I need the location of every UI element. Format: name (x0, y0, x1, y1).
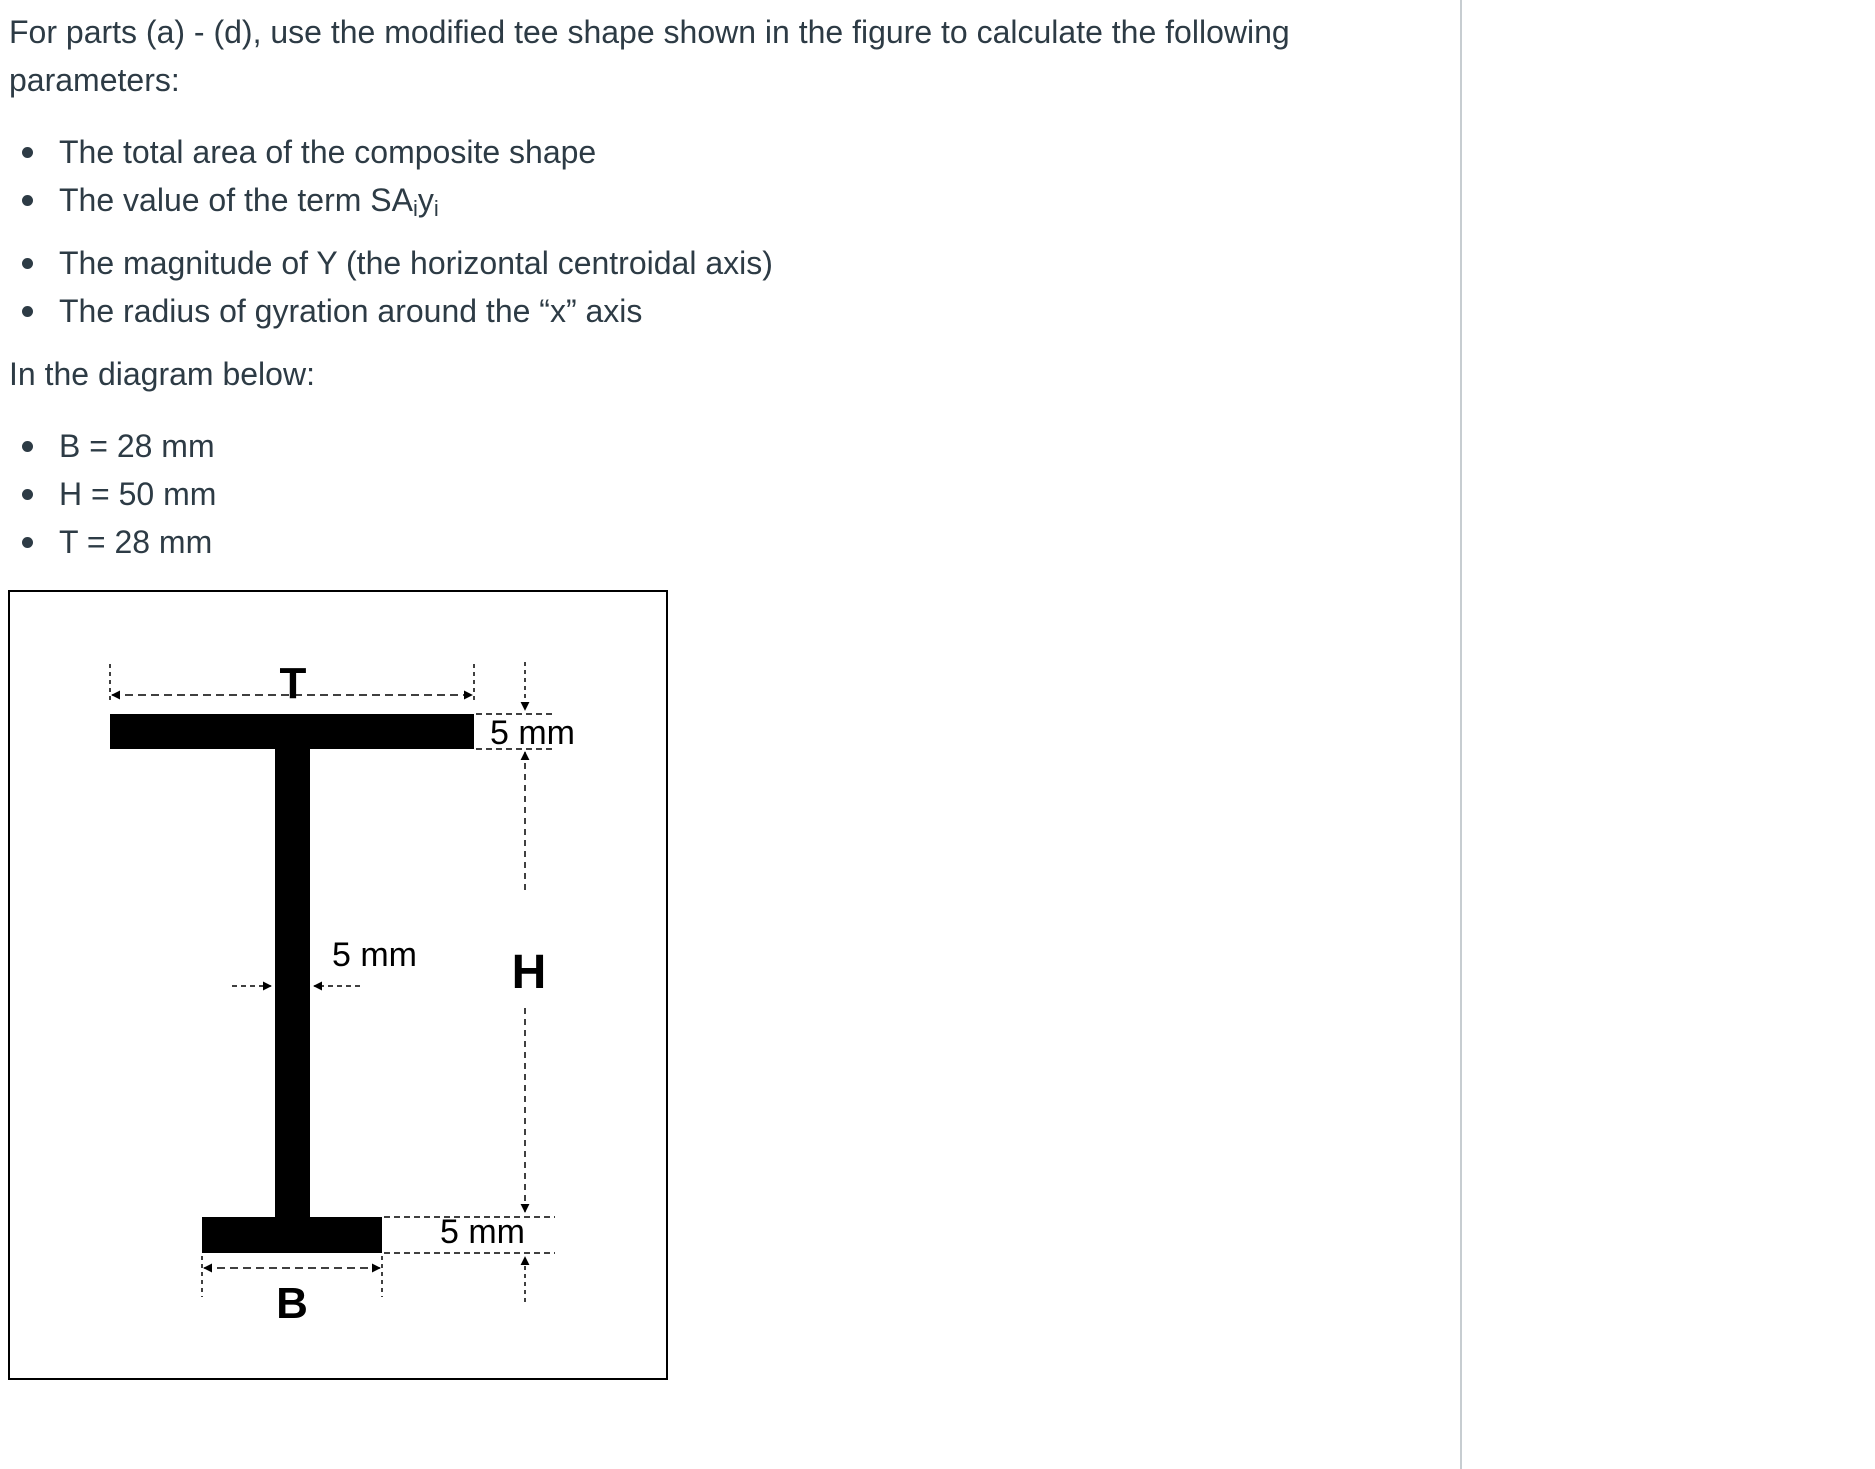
parameters-list (0, 128, 773, 335)
given-item-b: B = 28 mm (0, 422, 216, 470)
given-values-list (0, 422, 216, 566)
label-t: T (279, 659, 307, 708)
tee-shape-figure (8, 590, 668, 1380)
given-item-t: T = 28 mm (0, 518, 216, 566)
diagram-intro: In the diagram below: (9, 356, 315, 392)
label-b: B (276, 1279, 308, 1328)
label-web-thickness: 5 mm (332, 936, 417, 974)
parameter-item-radius-gyration: The radius of gyration around the “x” axis (0, 287, 773, 335)
given-item-h: H = 50 mm (0, 470, 216, 518)
bottom-flange (202, 1217, 382, 1253)
top-flange (110, 714, 474, 749)
parameter-item-sum-term: The value of the term $SA_iy_i$ (0, 176, 773, 233)
parameter-item-centroid: The magnitude of Y (the horizontal centroidal axis) (0, 239, 773, 287)
tee-shape-diagram (10, 592, 666, 1378)
label-top-flange-thickness: 5 mm (490, 714, 575, 752)
parameter-item-area: The total area of the composite shape (0, 128, 773, 176)
intro-line-1: For parts (a) - (d), use the modified tee shape shown in the figure to calculate the following (9, 14, 1290, 50)
label-bottom-flange-thickness: 5 mm (440, 1213, 525, 1251)
web (275, 749, 310, 1217)
intro-line-2: parameters: (9, 62, 180, 98)
label-h: H (511, 946, 547, 999)
right-divider (1460, 0, 1462, 1469)
